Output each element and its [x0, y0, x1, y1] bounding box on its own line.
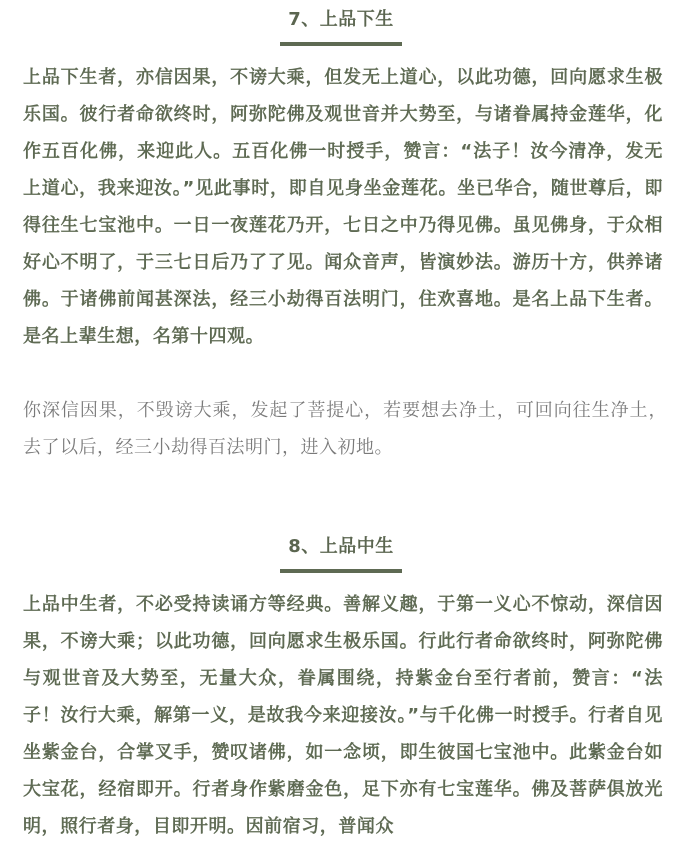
- commentary-paragraph: 你深信因果，不毁谤大乘，发起了菩提心，若要想去净土，可回向往生净土，去了以后，经三小劫得百法明门，进入初地。: [23, 400, 667, 458]
- section-title: 7、上品下生: [288, 9, 394, 30]
- section-header-shangpin-xiasheng: [0, 8, 682, 46]
- title-underline: [280, 42, 402, 46]
- section-title: 8、上品中生: [288, 536, 394, 557]
- sutra-paragraph: 上品下生者，亦信因果，不谤大乘，但发无上道心，以此功德，回向愿求生极乐国。彼行者命欲终时，阿弥陀佛及观世音并大势至，与诸眷属持金莲华，化作五百化佛，来迎此人。五百化佛一时授手，赞言：“法子！汝今清净，发无上道心，我来迎汝。”见此事时，即自见身坐金莲花。坐已华合，随世尊后，即得往生七宝池中。一日一夜莲花乃开，七日之中乃得见佛。虽见佛身，于众相好心不明了，于三七日后乃了了见。闻众音声，皆演妙法。游历十方，供养诸佛。于诸佛前闻甚深法，经三小劫得百法明门，住欢喜地。是名上品下生者。是名上辈生想，名第十四观。: [23, 67, 663, 347]
- section-header-shangpin-zhongsheng: [0, 535, 682, 573]
- sutra-paragraph: 上品中生者，不必受持读诵方等经典。善解义趣，于第一义心不惊动，深信因果，不谤大乘；以此功德，回向愿求生极乐国。行此行者命欲终时，阿弥陀佛与观世音及大势至，无量大众，眷属围绕，持紫金台至行者前，赞言：“法子！汝行大乘，解第一义，是故我今来迎接汝。”与千化佛一时授手。行者自见坐紫金台，合掌叉手，赞叹诸佛，如一念顷，即生彼国七宝池中。此紫金台如大宝花，经宿即开。行者身作紫磨金色，足下亦有七宝莲华。佛及菩萨俱放光明，照行者身，目即开明。因前宿习，普闻众: [23, 594, 663, 837]
- title-underline: [280, 569, 402, 573]
